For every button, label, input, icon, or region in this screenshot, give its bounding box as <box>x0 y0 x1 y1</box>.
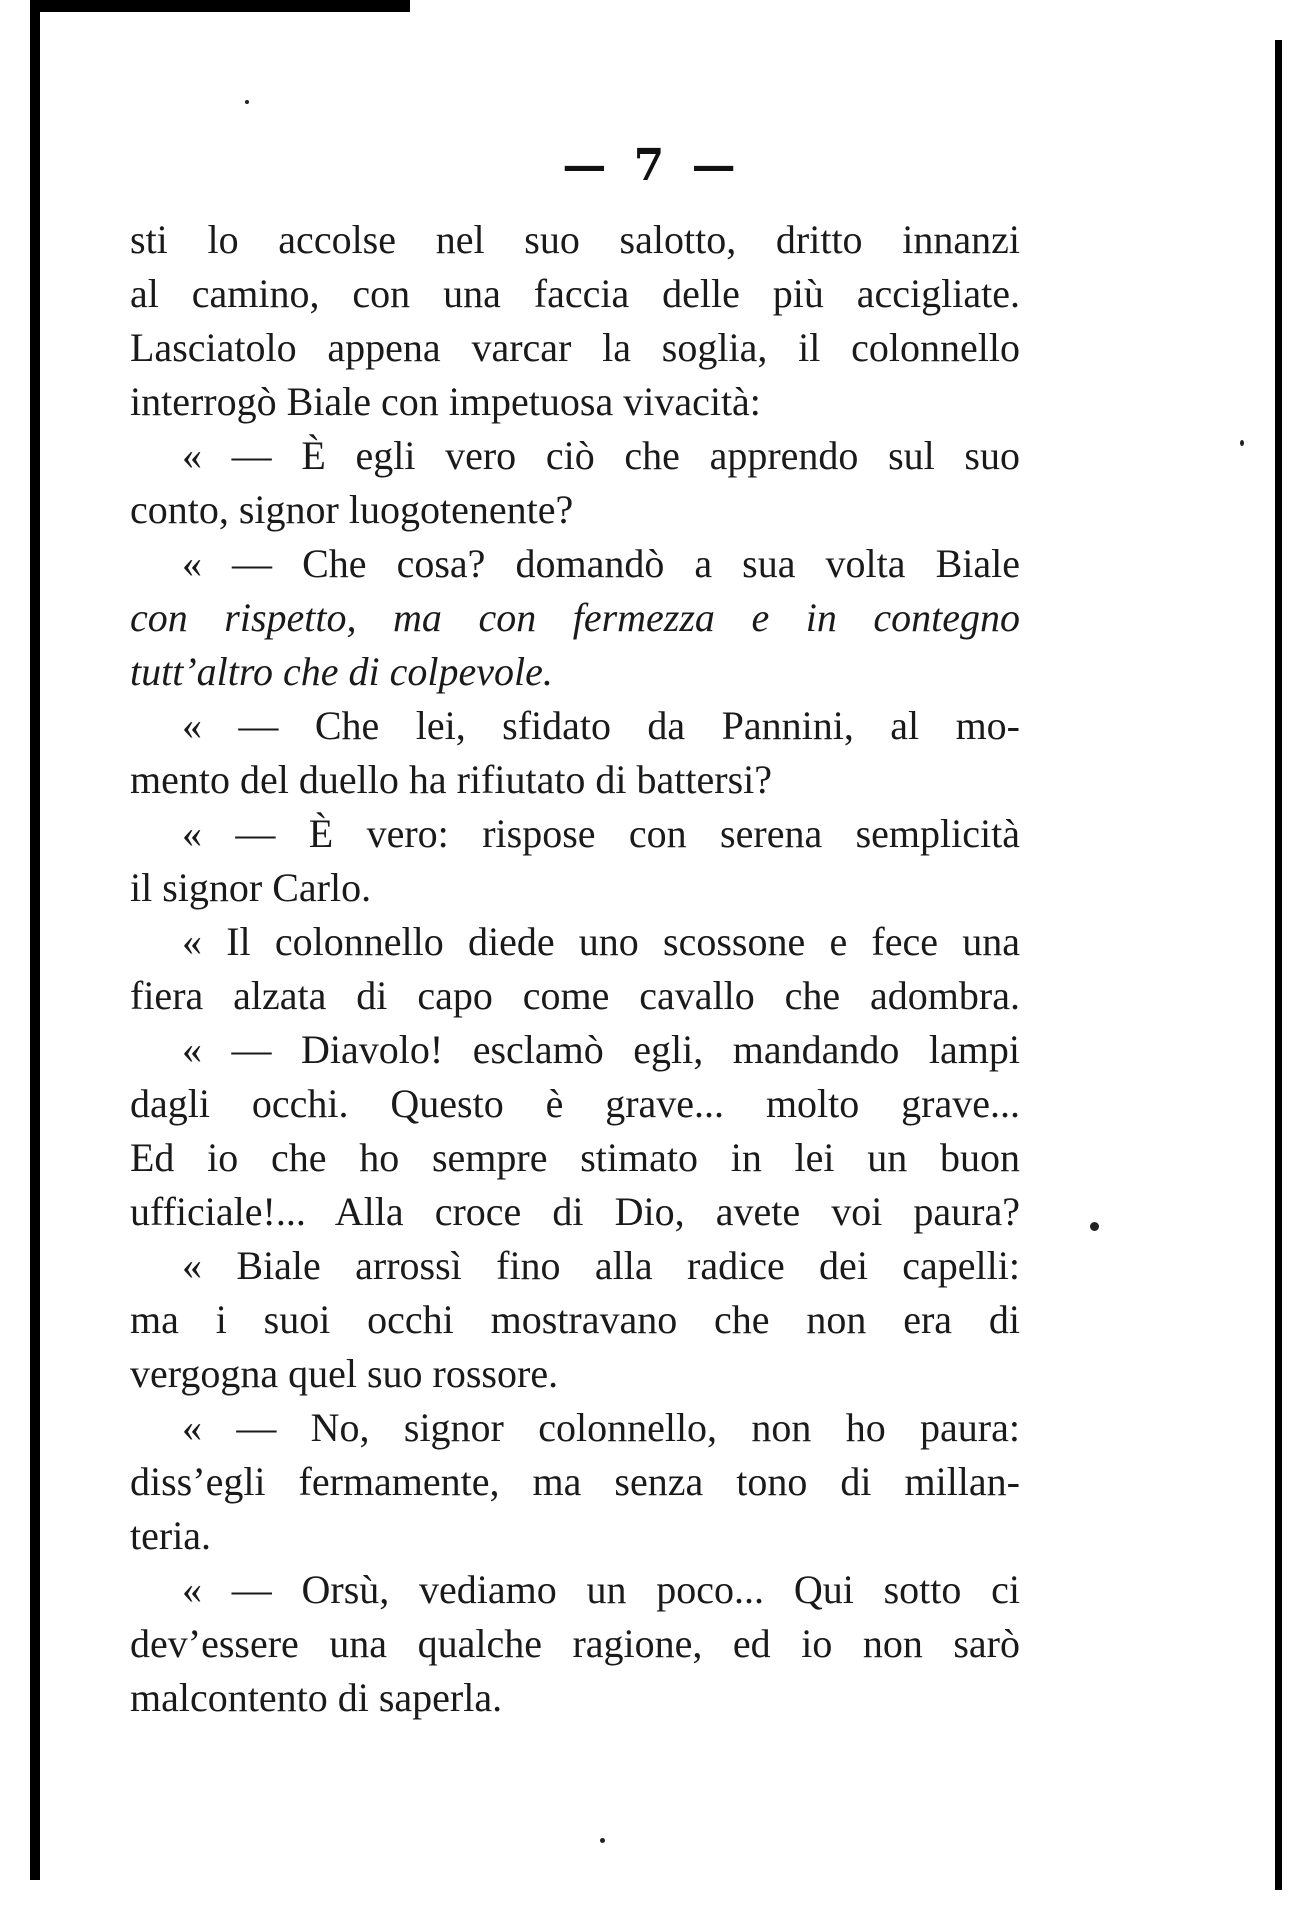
scan-speck <box>1090 1222 1099 1231</box>
text-line: vergogna quel suo rossore. <box>130 1351 559 1396</box>
body-text <box>130 213 1020 1725</box>
text-line: « — Che lei, sfidato da Pannini, al mo- <box>182 703 1020 748</box>
page-border-top <box>30 0 410 12</box>
text-line: interrogò Biale con impetuosa vivacità: <box>130 379 761 424</box>
text-line: conto, signor luogotenente? <box>130 487 574 532</box>
text-line: ma i suoi occhi mostravano che non era di <box>130 1297 1020 1342</box>
page-border-right <box>1275 40 1282 1890</box>
page-border-left <box>30 0 40 1880</box>
text-line: tutt’altro che di colpevole. <box>130 649 553 694</box>
scan-speck <box>245 100 249 104</box>
scan-speck <box>600 1838 605 1843</box>
text-line: al camino, con una faccia delle più accigliate. <box>130 271 1020 316</box>
scan-speck <box>1240 440 1244 446</box>
text-line: teria. <box>130 1513 212 1558</box>
text-line: il signor Carlo. <box>130 865 372 910</box>
text-line: Ed io che ho sempre stimato in lei un buon <box>130 1135 1020 1180</box>
text-line: « — È vero: rispose con serena semplicità <box>182 811 1020 856</box>
text-line: « — No, signor colonnello, non ho paura: <box>182 1405 1020 1450</box>
text-line: « — Orsù, vediamo un poco... Qui sotto ci <box>182 1567 1020 1612</box>
text-line: dagli occhi. Questo è grave... molto grave... <box>130 1081 1020 1126</box>
text-line: « Il colonnello diede uno scossone e fece una <box>182 919 1020 964</box>
text-line: « Biale arrossì fino alla radice dei capelli: <box>182 1243 1020 1288</box>
page-number: — 7 — <box>562 140 742 191</box>
text-line: mento del duello ha rifiutato di battersi? <box>130 757 773 802</box>
text-line: malcontento di saperla. <box>130 1675 503 1720</box>
text-line: Lasciatolo appena varcar la soglia, il colonnello <box>130 325 1020 370</box>
text-line: con rispetto, ma con fermezza e in contegno <box>130 595 1020 640</box>
text-line: sti lo accolse nel suo salotto, dritto innanzi <box>130 217 1020 262</box>
text-line: « — Diavolo! esclamò egli, mandando lampi <box>182 1027 1020 1072</box>
text-line: « — È egli vero ciò che apprendo sul suo <box>182 433 1020 478</box>
text-line: fiera alzata di capo come cavallo che adombra. <box>130 973 1020 1018</box>
text-line: dev’essere una qualche ragione, ed io non sarò <box>130 1621 1020 1666</box>
text-line: ufficiale!... Alla croce di Dio, avete voi paura? <box>130 1189 1020 1234</box>
text-line: « — Che cosa? domandò a sua volta Biale <box>182 541 1020 586</box>
text-line: diss’egli fermamente, ma senza tono di millan- <box>130 1459 1020 1504</box>
